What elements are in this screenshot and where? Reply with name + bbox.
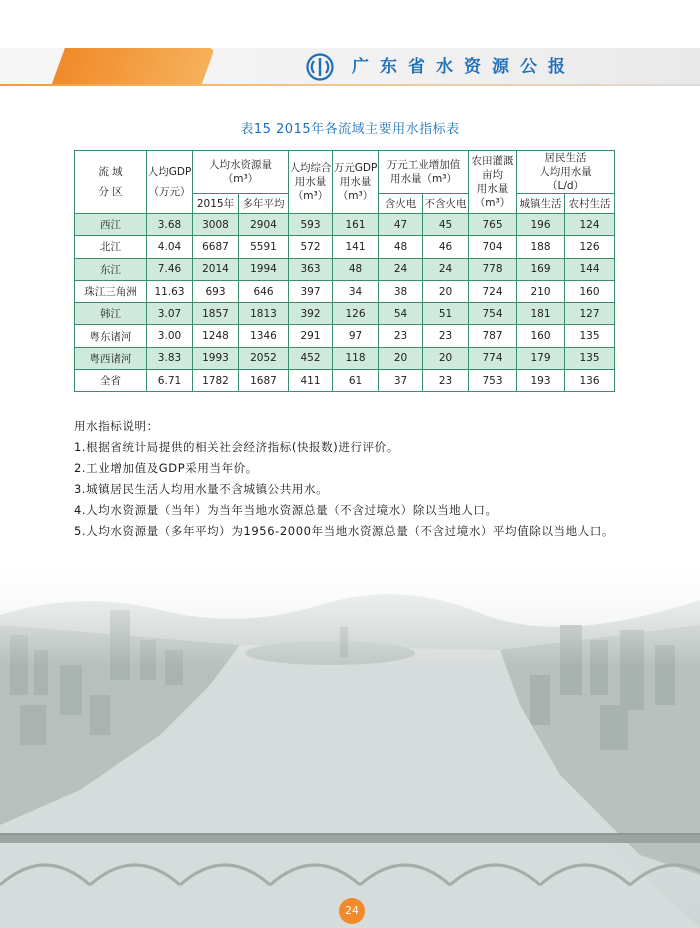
table-cell: 754 [469, 303, 517, 325]
header-industrial-with-thermal: 含火电 [379, 194, 423, 214]
river-city-photo [0, 555, 700, 928]
header-water-resource: 人均水资源量 （m³） [193, 151, 289, 194]
table-cell: 2052 [239, 347, 289, 369]
page-number: 24 [339, 898, 365, 924]
table-row [75, 370, 615, 392]
basin-name-cell: 珠江三角洲 [75, 280, 147, 302]
page-header [0, 48, 700, 86]
table-cell: 1782 [193, 370, 239, 392]
table-row [75, 280, 615, 302]
table-cell: 1813 [239, 303, 289, 325]
table-cell: 193 [517, 370, 565, 392]
header-total-use: 人均综合 用水量 （m³） [289, 151, 333, 214]
table-cell: 161 [333, 214, 379, 236]
table-cell: 704 [469, 236, 517, 258]
table-row [75, 303, 615, 325]
table-cell: 118 [333, 347, 379, 369]
table-cell: 196 [517, 214, 565, 236]
header-water-resource-2015: 2015年 [193, 194, 239, 214]
table-cell: 1687 [239, 370, 289, 392]
table-cell: 3.83 [147, 347, 193, 369]
table-cell: 54 [379, 303, 423, 325]
table-cell: 45 [423, 214, 469, 236]
table-cell: 136 [565, 370, 615, 392]
table-cell: 2904 [239, 214, 289, 236]
table-cell: 593 [289, 214, 333, 236]
table-cell: 23 [423, 370, 469, 392]
table-cell: 124 [565, 214, 615, 236]
table-cell: 97 [333, 325, 379, 347]
basin-name-cell: 西江 [75, 214, 147, 236]
table-cell: 6.71 [147, 370, 193, 392]
table-cell: 392 [289, 303, 333, 325]
table-cell: 47 [379, 214, 423, 236]
report-year: 2015 [98, 4, 163, 34]
table-cell: 23 [379, 325, 423, 347]
table-cell: 37 [379, 370, 423, 392]
header-water-resource-avg: 多年平均 [239, 194, 289, 214]
table-body [75, 214, 615, 392]
table-cell: 61 [333, 370, 379, 392]
table-cell: 724 [469, 280, 517, 302]
table-cell: 787 [469, 325, 517, 347]
table-cell: 3.00 [147, 325, 193, 347]
table-cell: 778 [469, 258, 517, 280]
notes-title: 用水指标说明： [74, 419, 159, 433]
table-cell: 765 [469, 214, 517, 236]
note-item: 2.工业增加值及GDP采用当年价。 [74, 461, 258, 475]
table-cell: 179 [517, 347, 565, 369]
table-cell: 291 [289, 325, 333, 347]
table-cell: 753 [469, 370, 517, 392]
table-row [75, 258, 615, 280]
basin-name-cell: 北江 [75, 236, 147, 258]
table-cell: 3008 [193, 214, 239, 236]
table-cell: 181 [517, 303, 565, 325]
table-cell: 1993 [193, 347, 239, 369]
note-item: 3.城镇居民生活人均用水量不含城镇公共用水。 [74, 482, 329, 496]
table-cell: 160 [565, 280, 615, 302]
notes-section [74, 416, 674, 542]
table-cell: 6687 [193, 236, 239, 258]
table-cell: 38 [379, 280, 423, 302]
table-cell: 126 [333, 303, 379, 325]
table-cell: 126 [565, 236, 615, 258]
table-row [75, 325, 615, 347]
table-cell: 127 [565, 303, 615, 325]
table-cell: 646 [239, 280, 289, 302]
table-cell: 23 [423, 325, 469, 347]
table-cell: 7.46 [147, 258, 193, 280]
table-cell: 160 [517, 325, 565, 347]
header-divider [0, 84, 700, 86]
table-cell: 411 [289, 370, 333, 392]
table-row [75, 236, 615, 258]
year-tab [51, 48, 215, 86]
header-gdp: 人均GDP （万元） [147, 151, 193, 214]
table-cell: 1857 [193, 303, 239, 325]
table-cell: 51 [423, 303, 469, 325]
table-cell: 4.04 [147, 236, 193, 258]
table-cell: 141 [333, 236, 379, 258]
basin-name-cell: 粤东诸河 [75, 325, 147, 347]
table-row [75, 347, 615, 369]
water-bureau-logo-icon [306, 53, 334, 81]
note-item: 4.人均水资源量（当年）为当年当地水资源总量（不含过境水）除以当地人口。 [74, 503, 498, 517]
table-cell: 46 [423, 236, 469, 258]
table-cell: 20 [423, 347, 469, 369]
header-industrial-without-thermal: 不含火电 [423, 194, 469, 214]
header-residential-rural: 农村生活 [565, 194, 615, 214]
table-cell: 452 [289, 347, 333, 369]
table-cell: 693 [193, 280, 239, 302]
table-cell: 774 [469, 347, 517, 369]
table-cell: 1248 [193, 325, 239, 347]
header-gdp-use: 万元GDP 用水量 （m³） [333, 151, 379, 214]
note-item: 5.人均水资源量（多年平均）为1956-2000年当地水资源总量（不含过境水）平均值除以当地人口。 [74, 524, 615, 538]
table-cell: 3.68 [147, 214, 193, 236]
table-cell: 188 [517, 236, 565, 258]
header-residential: 居民生活 人均用水量 （L/d） [517, 151, 615, 194]
basin-name-cell: 东江 [75, 258, 147, 280]
table-cell: 48 [333, 258, 379, 280]
table-caption: 表15 2015年各流域主要用水指标表 [240, 122, 460, 137]
table-cell: 363 [289, 258, 333, 280]
table-cell: 48 [379, 236, 423, 258]
table-cell: 11.63 [147, 280, 193, 302]
water-use-indicator-table [74, 150, 615, 392]
table-row [75, 214, 615, 236]
header-industrial-use: 万元工业增加值 用水量（m³） [379, 151, 469, 194]
note-item: 1.根据省统计局提供的相关社会经济指标(快报数)进行评价。 [74, 440, 399, 454]
table-cell: 5591 [239, 236, 289, 258]
header-residential-urban: 城镇生活 [517, 194, 565, 214]
table-cell: 169 [517, 258, 565, 280]
table-cell: 2014 [193, 258, 239, 280]
table-cell: 1346 [239, 325, 289, 347]
table-cell: 24 [379, 258, 423, 280]
table-cell: 397 [289, 280, 333, 302]
table-cell: 572 [289, 236, 333, 258]
table-cell: 3.07 [147, 303, 193, 325]
table-cell: 24 [423, 258, 469, 280]
table-cell: 1994 [239, 258, 289, 280]
header-basin: 流 域 分 区 [75, 151, 147, 214]
table-cell: 20 [423, 280, 469, 302]
table-cell: 135 [565, 347, 615, 369]
table-cell: 34 [333, 280, 379, 302]
header-irrigation: 农田灌溉 亩均 用水量 （m³） [469, 151, 517, 214]
basin-name-cell: 全省 [75, 370, 147, 392]
table-cell: 135 [565, 325, 615, 347]
table-cell: 210 [517, 280, 565, 302]
report-title: 广东省水资源公报 [352, 57, 576, 77]
table-cell: 20 [379, 347, 423, 369]
basin-name-cell: 粤西诸河 [75, 347, 147, 369]
basin-name-cell: 韩江 [75, 303, 147, 325]
table-cell: 144 [565, 258, 615, 280]
